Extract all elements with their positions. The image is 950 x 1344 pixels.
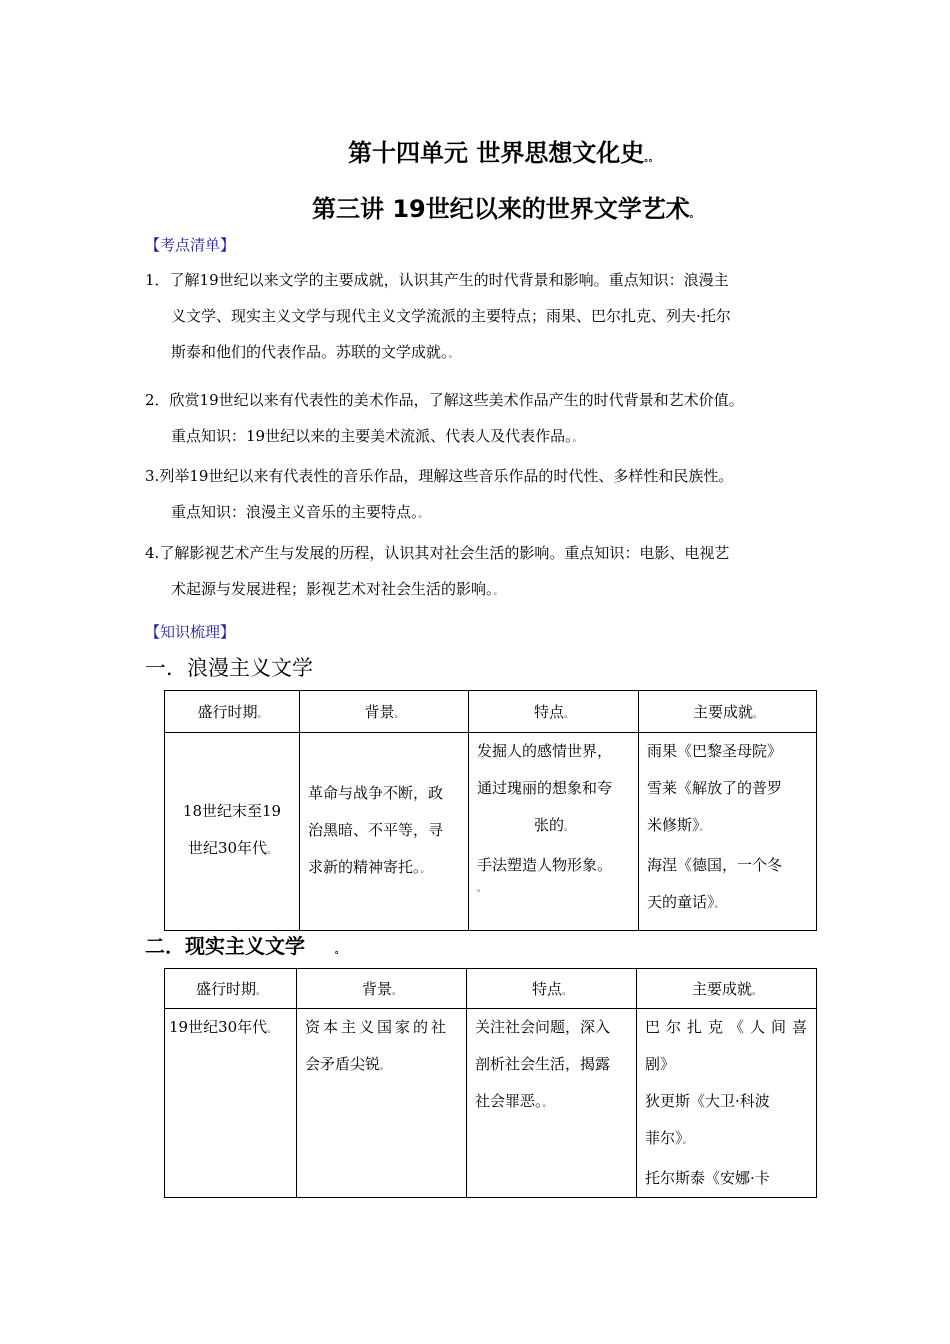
table-header-row xyxy=(165,969,817,1009)
header-achievements: 主要成就。 xyxy=(639,691,817,733)
header-features: 特点。 xyxy=(467,969,637,1009)
section2-heading: 二．现实主义文学 。 xyxy=(145,934,345,958)
cell-features: 关注社会问题，深入 剖析社会生活，揭露 社会罪恶。。 xyxy=(467,1009,637,1198)
header-background: 背景。 xyxy=(300,691,469,733)
checklist-item-1: 1．了解19世纪以来文学的主要成就，认识其产生的时代背景和影响。重点知识：浪漫主 义文学、现实主义文学与现代主义文学流派的主要特点；雨果、巴尔扎克、列夫·托尔 斯泰和他们的代表作品。苏联的文学成就。。 xyxy=(145,271,731,361)
lecture-title: 第三讲 19世纪以来的世界文学艺术。 xyxy=(312,195,699,223)
section1-heading: 一．浪漫主义文学 xyxy=(145,656,313,680)
table-header-row xyxy=(165,691,817,733)
header-features: 特点。 xyxy=(469,691,639,733)
header-background: 背景。 xyxy=(297,969,467,1009)
table-row xyxy=(165,733,817,931)
cell-features: 发掘人的感情世界， 通过瑰丽的想象和夸 张的。 手法塑造人物形象。 。 xyxy=(469,733,639,931)
cell-background: 革命与战争不断，政 治黑暗、不平等，寻 求新的精神寄托。。 xyxy=(300,733,469,931)
realism-table xyxy=(164,968,817,1198)
header-period: 盛行时期。 xyxy=(165,691,300,733)
checklist-item-3: 3.列举19世纪以来有代表性的音乐作品，理解这些音乐作品的时代性、多样性和民族性。 重点知识：浪漫主义音乐的主要特点。。 xyxy=(145,467,734,521)
table-row xyxy=(165,1009,817,1198)
cell-period: 18世纪末至19 世纪30年代。 xyxy=(165,733,300,931)
header-achievements: 主要成就。 xyxy=(637,969,817,1009)
romanticism-table xyxy=(164,690,817,931)
knowledge-tag: 【知识梳理】 xyxy=(145,623,236,641)
checklist-item-2: 2．欣赏19世纪以来有代表性的美术作品，了解这些美术作品产生的时代背景和艺术价值。 重点知识：19世纪以来的主要美术流派、代表人及代表作品。。 xyxy=(145,391,744,445)
header-period: 盛行时期。 xyxy=(165,969,297,1009)
cell-period: 19世纪30年代。 xyxy=(165,1009,297,1198)
cell-achievements: 雨果《巴黎圣母院》 雪莱《解放了的普罗 米修斯》。 海涅《德国，一个冬 天的童话》。 xyxy=(639,733,817,931)
unit-title: 第十四单元 世界思想文化史。。 xyxy=(348,139,658,167)
cell-background: 资本主义国家的社 会矛盾尖锐。 xyxy=(297,1009,467,1198)
cell-achievements: 巴尔扎克《人间喜 剧》 狄更斯《大卫·科波 菲尔》。 托尔斯泰《安娜·卡 xyxy=(637,1009,817,1198)
checklist-item-4: 4.了解影视艺术产生与发展的历程，认识其对社会生活的影响。重点知识：电影、电视艺 术起源与发展进程；影视艺术对社会生活的影响。。 xyxy=(145,544,730,598)
checklist-tag: 【考点清单】 xyxy=(145,236,236,254)
